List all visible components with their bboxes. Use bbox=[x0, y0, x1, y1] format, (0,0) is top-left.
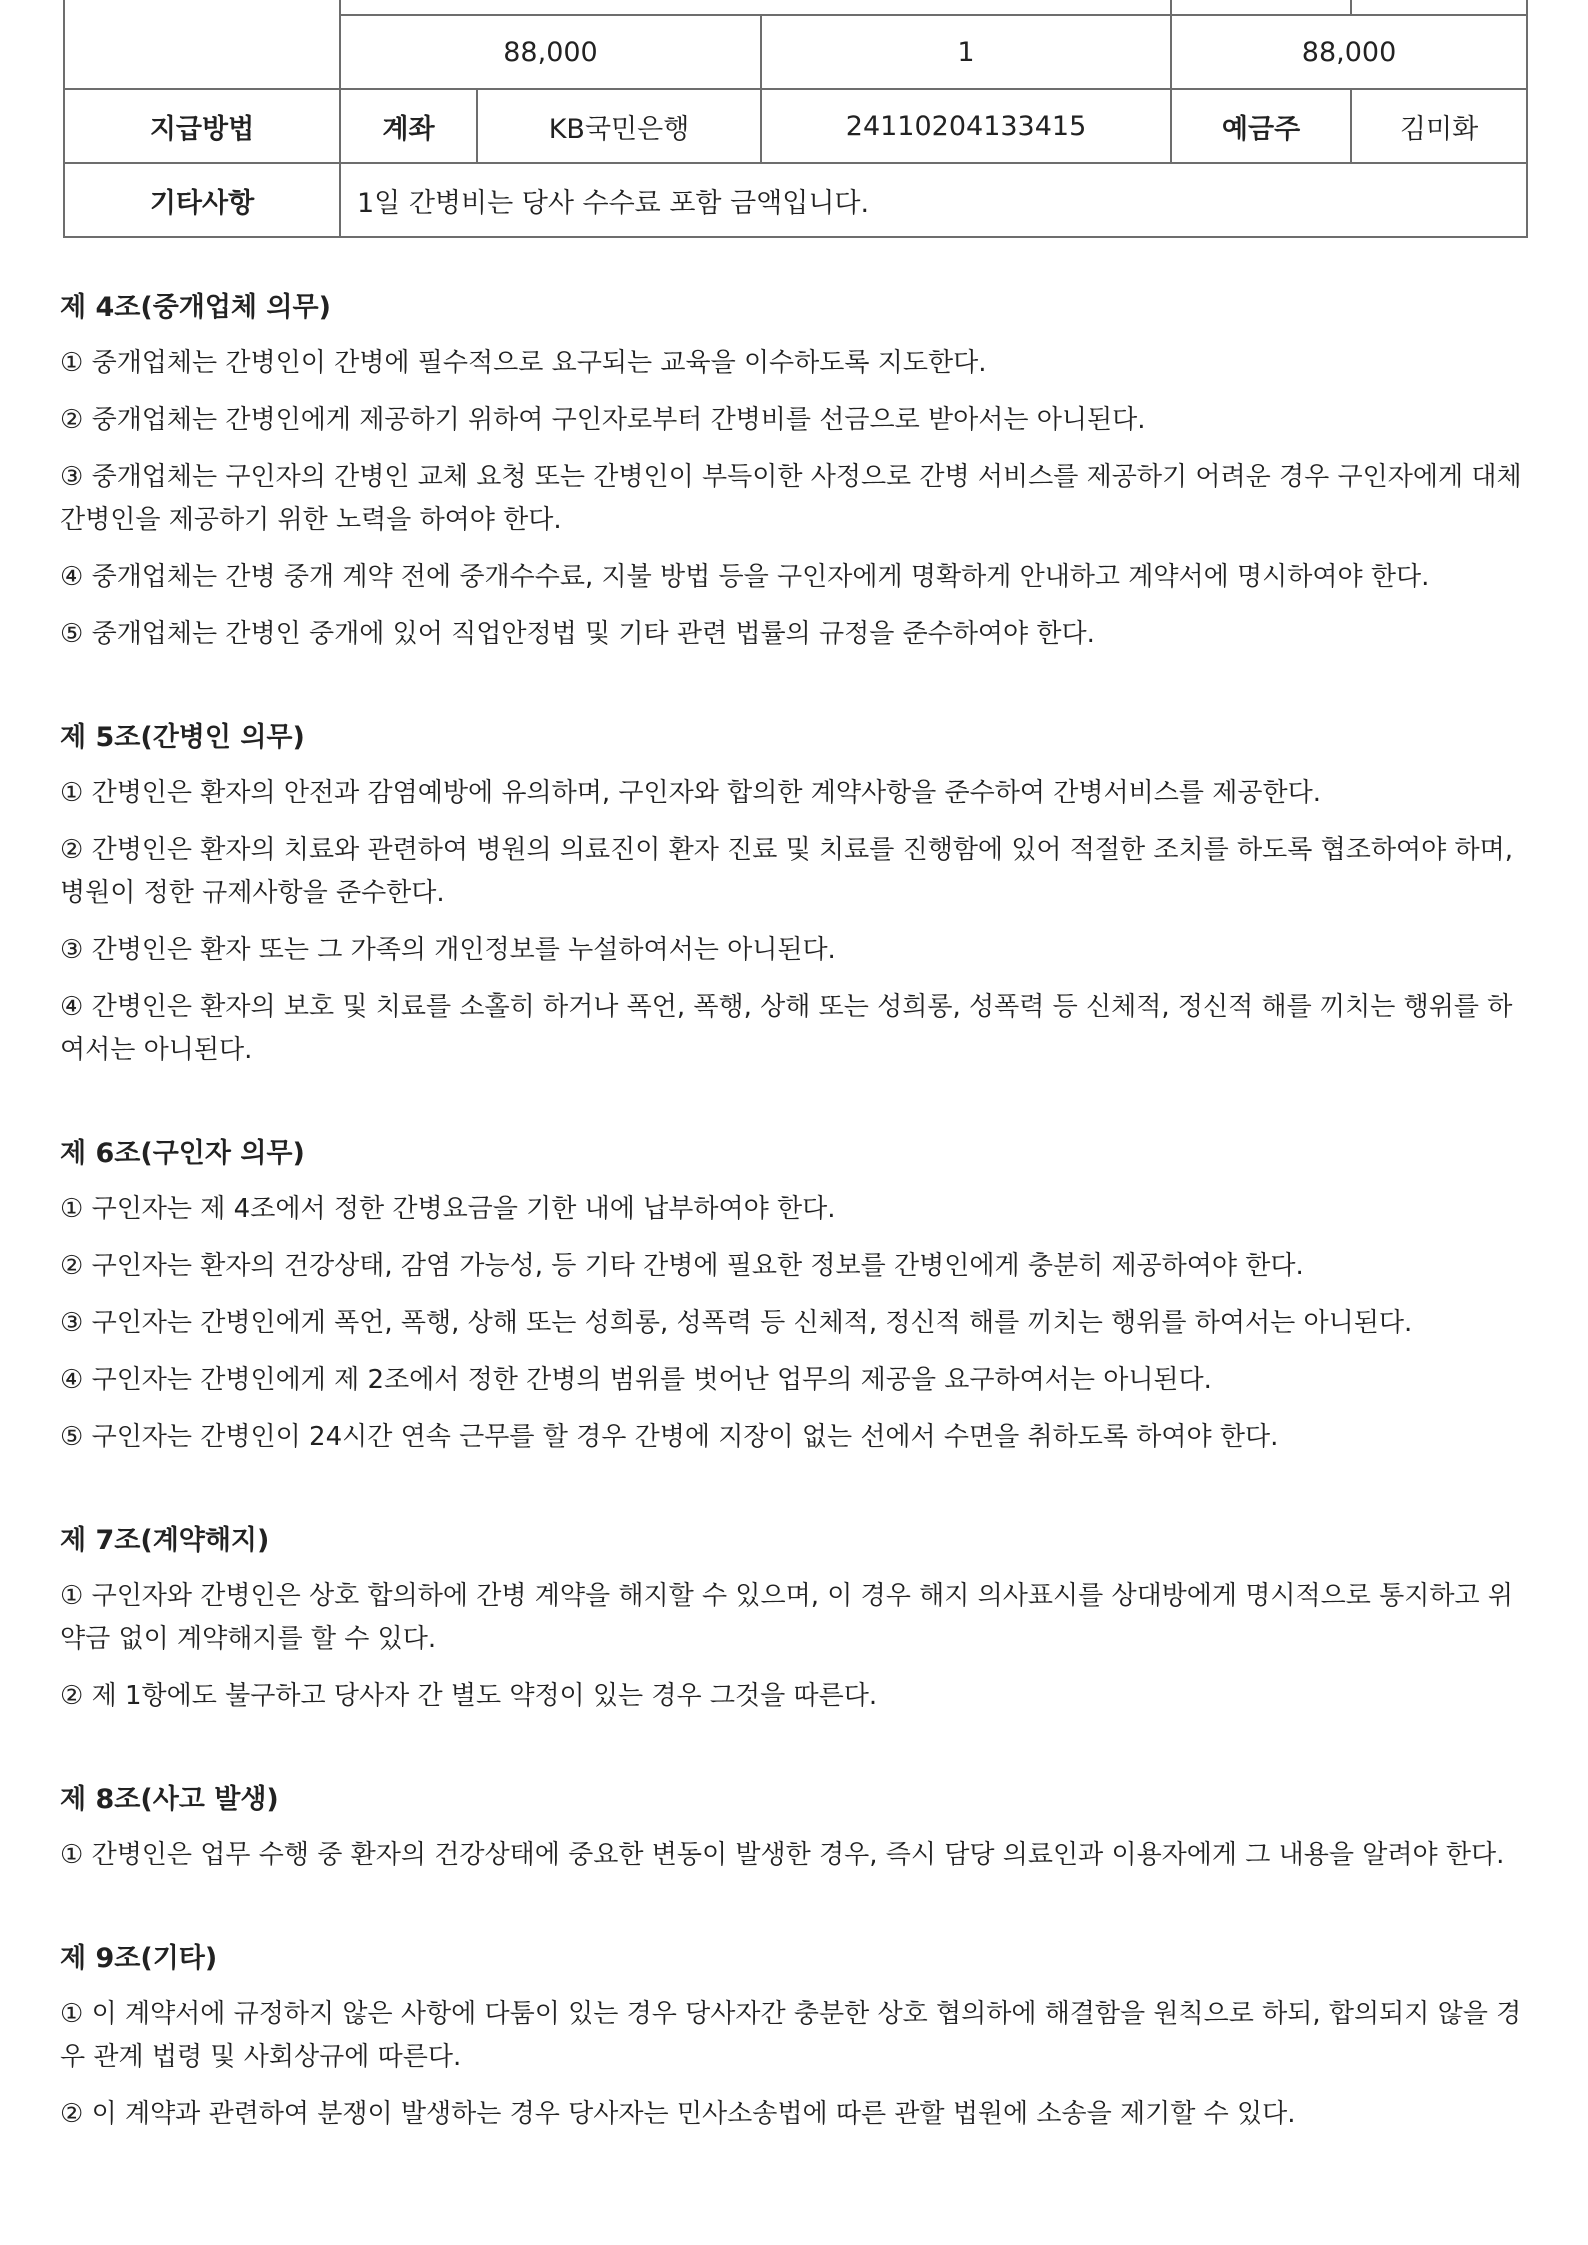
payment-method-header: 지급방법 bbox=[64, 89, 340, 163]
unit-amount-cell: 88,000 bbox=[340, 15, 761, 89]
article-title: 제 4조(중개업체 의무) bbox=[60, 292, 331, 323]
clause: ③ 구인자는 간병인에게 폭언, 폭행, 상해 또는 성희롱, 성폭력 등 신체적, 정신적 해를 끼치는 행위를 하여서는 아니된다. bbox=[60, 1308, 1413, 1338]
clause: ① 간병인은 업무 수행 중 환자의 건강상태에 중요한 변동이 발생한 경우, 즉시 담당 의료인과 이용자에게 그 내용을 알려야 한다. bbox=[60, 1840, 1505, 1870]
clause: ③ 중개업체는 구인자의 간병인 교체 요청 또는 간병인이 부득이한 사정으로 간병 서비스를 제공하기 어려운 경우 구인자에게 대체 간병인을 제공하기 위한 노력을 하여야 한다. bbox=[60, 462, 1522, 535]
payment-info-table bbox=[63, 0, 1528, 238]
bank-name-cell: KB국민은행 bbox=[477, 89, 761, 163]
article-title: 제 8조(사고 발생) bbox=[60, 1784, 279, 1815]
article-7 bbox=[60, 1521, 1530, 1718]
clause: ③ 간병인은 환자 또는 그 가족의 개인정보를 누설하여서는 아니된다. bbox=[60, 935, 836, 965]
table-row-notes bbox=[64, 163, 1527, 237]
clause: ④ 구인자는 간병인에게 제 2조에서 정한 간병의 범위를 벗어난 업무의 제공을 요구하여서는 아니된다. bbox=[60, 1365, 1212, 1395]
table-cell bbox=[1171, 0, 1351, 15]
quantity-cell: 1 bbox=[761, 15, 1171, 89]
article-title: 제 5조(간병인 의무) bbox=[60, 722, 305, 753]
clause: ① 간병인은 환자의 안전과 감염예방에 유의하며, 구인자와 합의한 계약사항을 준수하여 간병서비스를 제공한다. bbox=[60, 778, 1321, 808]
clause: ① 구인자는 제 4조에서 정한 간병요금을 기한 내에 납부하여야 한다. bbox=[60, 1194, 836, 1224]
total-amount-cell: 88,000 bbox=[1171, 15, 1527, 89]
clause: ② 제 1항에도 불구하고 당사자 간 별도 약정이 있는 경우 그것을 따른다. bbox=[60, 1681, 878, 1711]
table-cell bbox=[1351, 0, 1527, 15]
account-holder-cell: 김미화 bbox=[1351, 89, 1527, 163]
clause: ⑤ 구인자는 간병인이 24시간 연속 근무를 할 경우 간병에 지장이 없는 선에서 수면을 취하도록 하여야 한다. bbox=[60, 1422, 1279, 1452]
table-cell bbox=[340, 0, 1171, 15]
table-row-cropped bbox=[64, 0, 1527, 15]
clause: ② 이 계약과 관련하여 분쟁이 발생하는 경우 당사자는 민사소송법에 따른 관할 법원에 소송을 제기할 수 있다. bbox=[60, 2099, 1296, 2129]
clause: ⑤ 중개업체는 간병인 중개에 있어 직업안정법 및 기타 관련 법률의 규정을 준수하여야 한다. bbox=[60, 619, 1095, 649]
article-6 bbox=[60, 1134, 1530, 1459]
clause: ① 구인자와 간병인은 상호 합의하에 간병 계약을 해지할 수 있으며, 이 경우 해지 의사표시를 상대방에게 명시적으로 통지하고 위약금 없이 계약해지를 할 수 있다. bbox=[60, 1581, 1513, 1654]
clause: ② 중개업체는 간병인에게 제공하기 위하여 구인자로부터 간병비를 선금으로 받아서는 아니된다. bbox=[60, 405, 1146, 435]
clause: ④ 간병인은 환자의 보호 및 치료를 소홀히 하거나 폭언, 폭행, 상해 또는 성희롱, 성폭력 등 신체적, 정신적 해를 끼치는 행위를 하여서는 아니된다. bbox=[60, 992, 1513, 1065]
article-8 bbox=[60, 1780, 1530, 1877]
clause: ② 간병인은 환자의 치료와 관련하여 병원의 의료진이 환자 진료 및 치료를 진행함에 있어 적절한 조치를 하도록 협조하여야 하며, 병원이 정한 규제사항을 준수한다. bbox=[60, 835, 1513, 908]
clause: ④ 중개업체는 간병 중개 계약 전에 중개수수료, 지불 방법 등을 구인자에게 명확하게 안내하고 계약서에 명시하여야 한다. bbox=[60, 562, 1430, 592]
clause: ① 중개업체는 간병인이 간병에 필수적으로 요구되는 교육을 이수하도록 지도한다. bbox=[60, 348, 987, 378]
article-4 bbox=[60, 288, 1530, 656]
articles-section bbox=[60, 288, 1530, 2136]
article-5 bbox=[60, 718, 1530, 1072]
clause: ① 이 계약서에 규정하지 않은 사항에 다툼이 있는 경우 당사자간 충분한 상호 협의하에 해결함을 원칙으로 하되, 합의되지 않을 경우 관계 법령 및 사회상규에 따른다. bbox=[60, 1999, 1522, 2072]
row-header-empty bbox=[64, 0, 340, 89]
notes-header: 기타사항 bbox=[64, 163, 340, 237]
article-title: 제 9조(기타) bbox=[60, 1943, 218, 1974]
article-title: 제 7조(계약해지) bbox=[60, 1525, 270, 1556]
notes-cell: 1일 간병비는 당사 수수료 포함 금액입니다. bbox=[340, 163, 1527, 237]
article-9 bbox=[60, 1939, 1530, 2136]
account-header: 계좌 bbox=[340, 89, 477, 163]
account-number-cell: 24110204133415 bbox=[761, 89, 1171, 163]
account-holder-header: 예금주 bbox=[1171, 89, 1351, 163]
clause: ② 구인자는 환자의 건강상태, 감염 가능성, 등 기타 간병에 필요한 정보를 간병인에게 충분히 제공하여야 한다. bbox=[60, 1251, 1304, 1281]
table-row-payment bbox=[64, 89, 1527, 163]
article-title: 제 6조(구인자 의무) bbox=[60, 1138, 305, 1169]
